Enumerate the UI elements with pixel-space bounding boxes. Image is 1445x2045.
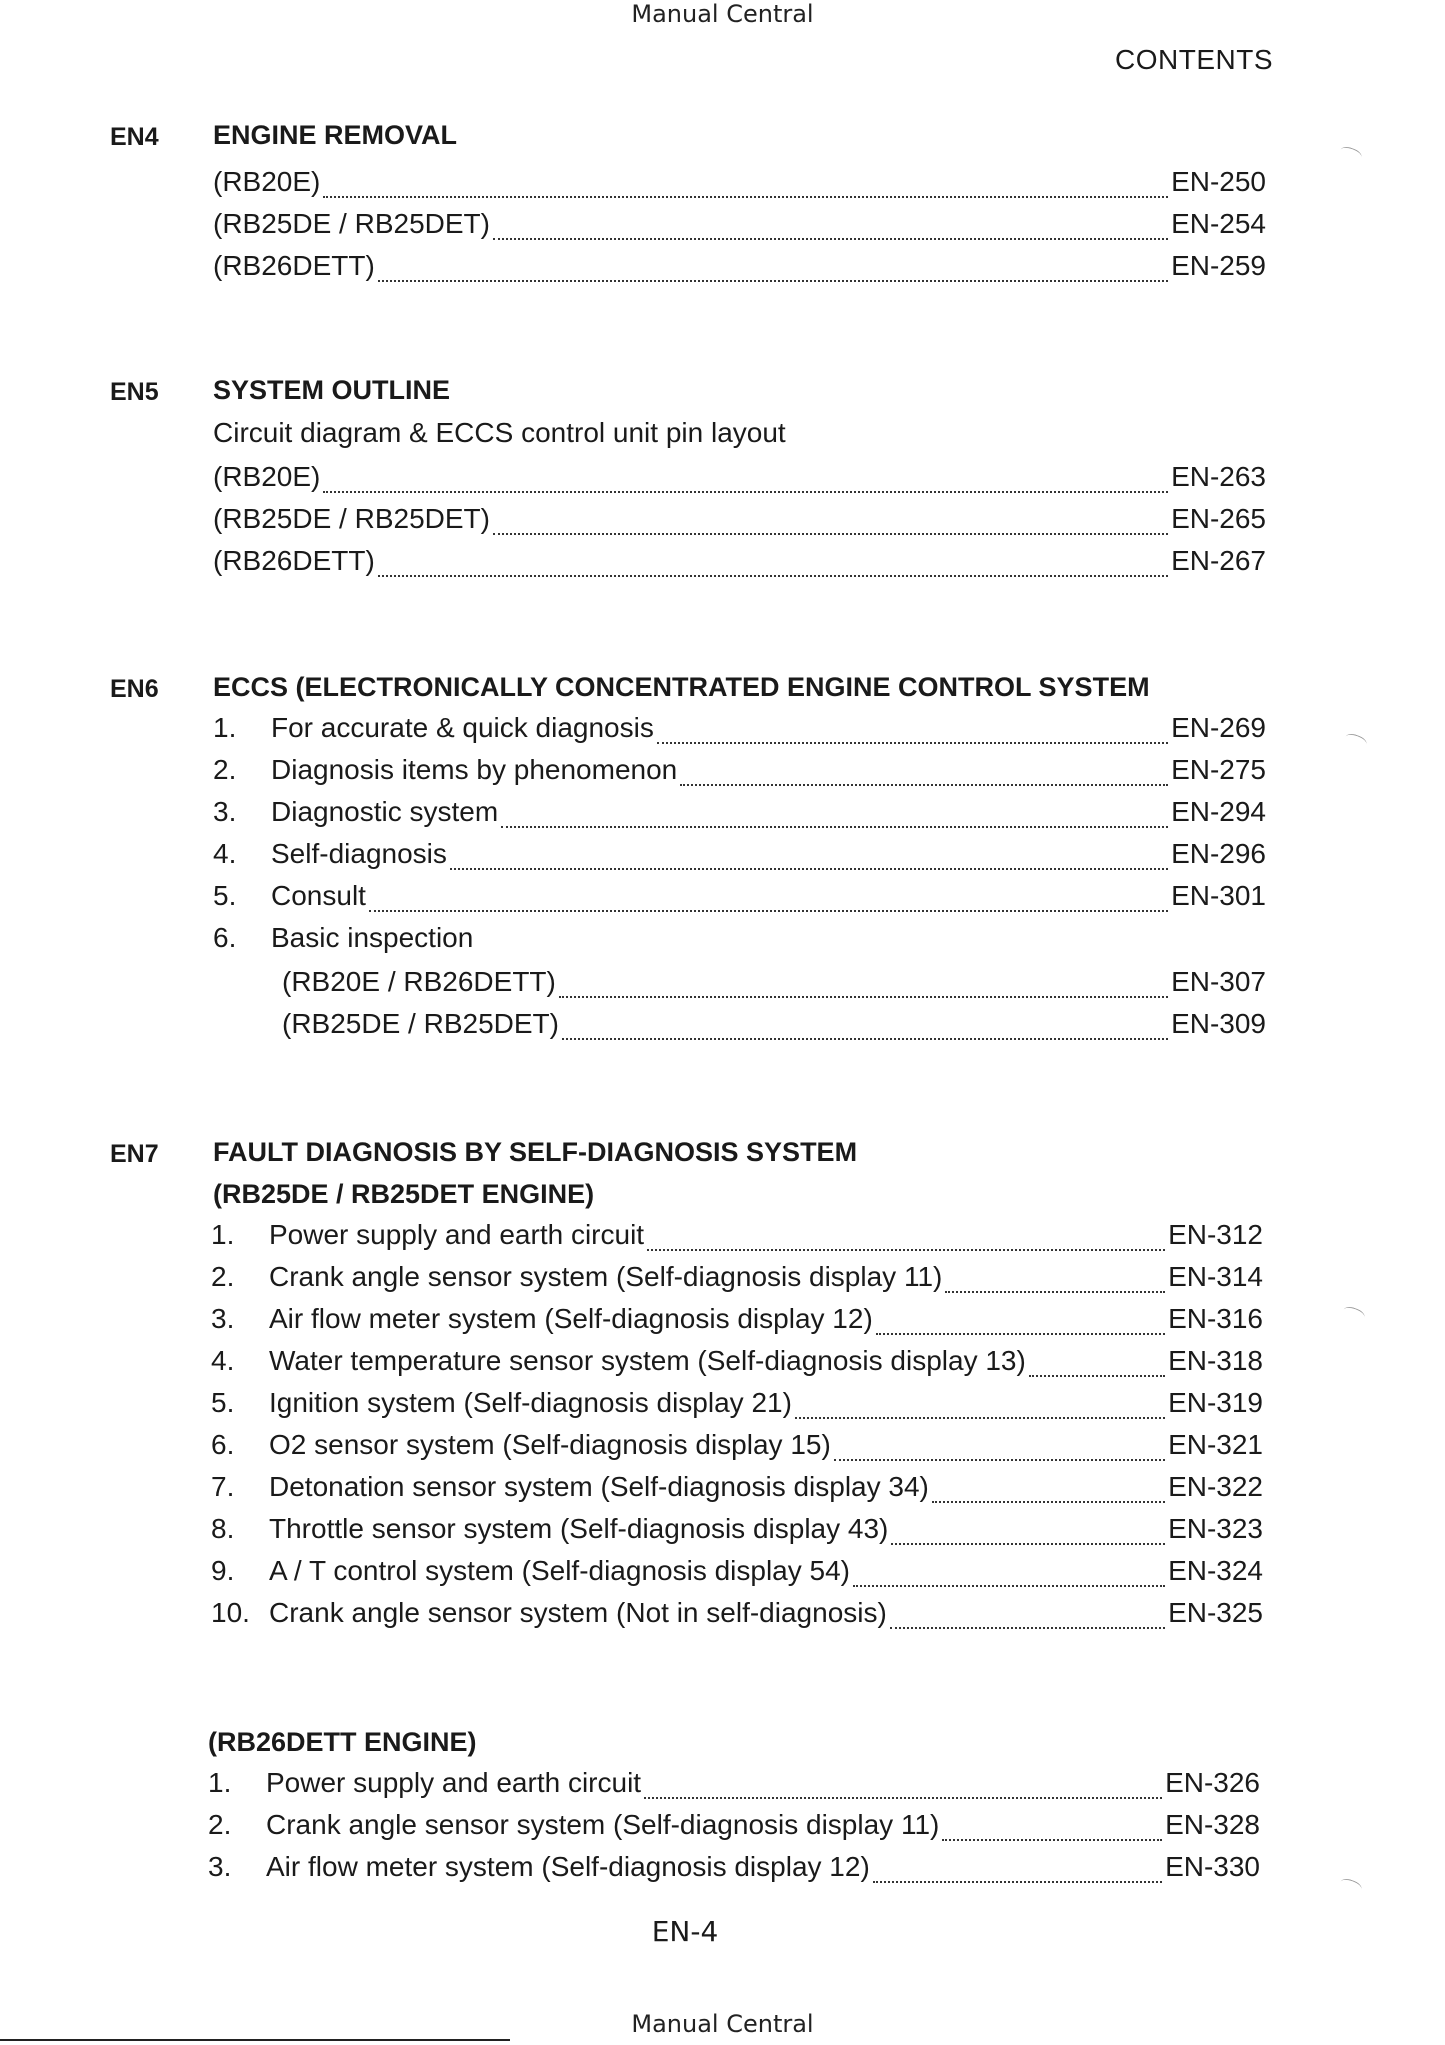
toc-entry[interactable]: [213, 880, 1266, 920]
toc-entry-page: EN-263: [1171, 461, 1266, 492]
toc-entry-page: EN-323: [1168, 1513, 1263, 1544]
toc-entry-number: 2.: [211, 1261, 235, 1292]
toc-entry-text: Basic inspection: [271, 922, 474, 953]
section-title: ENGINE REMOVAL: [213, 120, 458, 150]
toc-entry-number: 2.: [208, 1809, 232, 1840]
toc-entry-number: 7.: [211, 1471, 235, 1502]
toc-entry[interactable]: [211, 1219, 1263, 1259]
dot-leader: [378, 575, 1168, 577]
dot-leader: [323, 196, 1168, 198]
toc-entry-number: 1.: [213, 712, 237, 743]
dot-leader: [853, 1585, 1165, 1587]
section-title: ECCS (ELECTRONICALLY CONCENTRATED ENGINE CONTROL SYSTEM: [213, 672, 1150, 702]
toc-entry[interactable]: [213, 754, 1266, 794]
toc-entry[interactable]: [213, 796, 1266, 836]
toc-entry-text: Throttle sensor system (Self-diagnosis display 43): [269, 1513, 889, 1544]
toc-entry[interactable]: [211, 1597, 1263, 1637]
section-title: SYSTEM OUTLINE: [213, 375, 451, 405]
toc-entry-page: EN-328: [1165, 1809, 1260, 1840]
dot-leader: [493, 238, 1168, 240]
toc-entry[interactable]: [213, 503, 1266, 543]
scan-mark: [1339, 145, 1363, 163]
toc-entry-heading: [213, 922, 1266, 962]
toc-entry-page: EN-275: [1171, 754, 1266, 785]
toc-entry-text: (RB25DE / RB25DET): [213, 503, 490, 534]
toc-entry-page: EN-294: [1171, 796, 1266, 827]
toc-entry[interactable]: [211, 1261, 1263, 1301]
toc-entry-page: EN-254: [1171, 208, 1266, 239]
toc-entry-page: EN-330: [1165, 1851, 1260, 1882]
toc-entry-page: EN-314: [1168, 1261, 1263, 1292]
toc-entry-text: Detonation sensor system (Self-diagnosis display 34): [269, 1471, 929, 1502]
dot-leader: [680, 784, 1168, 786]
dot-leader: [945, 1291, 1165, 1293]
dot-leader: [890, 1627, 1165, 1629]
toc-entry[interactable]: [211, 1345, 1263, 1385]
subsection-title: (RB26DETT ENGINE): [208, 1727, 477, 1757]
toc-entry[interactable]: [282, 966, 1266, 1006]
toc-entry-number: 2.: [213, 754, 237, 785]
toc-entry-number: 4.: [213, 838, 237, 869]
toc-entry-page: EN-265: [1171, 503, 1266, 534]
toc-entry-page: EN-309: [1171, 1008, 1266, 1039]
dot-leader: [559, 996, 1168, 998]
toc-entry-page: EN-321: [1168, 1429, 1263, 1460]
toc-entry[interactable]: [211, 1471, 1263, 1511]
dot-leader: [942, 1839, 1162, 1841]
toc-entry-number: 8.: [211, 1513, 235, 1544]
dot-leader: [873, 1881, 1162, 1883]
toc-entry-text: Air flow meter system (Self-diagnosis display 12): [269, 1303, 873, 1334]
toc-entry-text: Crank angle sensor system (Self-diagnosis display 11): [269, 1261, 943, 1292]
toc-entry-number: 5.: [213, 880, 237, 911]
toc-entry-text: Diagnosis items by phenomenon: [271, 754, 678, 785]
toc-entry-text: O2 sensor system (Self-diagnosis display 15): [269, 1429, 831, 1460]
toc-entry-page: EN-259: [1171, 250, 1266, 281]
section-subtitle: (RB25DE / RB25DET ENGINE): [213, 1179, 595, 1209]
scan-mark: [1342, 1305, 1366, 1323]
dot-leader: [1029, 1375, 1165, 1377]
toc-entry-page: EN-296: [1171, 838, 1266, 869]
toc-entry-page: EN-319: [1168, 1387, 1263, 1418]
toc-entry-text: (RB25DE / RB25DET): [282, 1008, 559, 1039]
toc-entry[interactable]: [208, 1767, 1260, 1807]
toc-entry-page: EN-269: [1171, 712, 1266, 743]
toc-entry[interactable]: [213, 250, 1266, 290]
page-number: EN-4: [651, 1915, 719, 1948]
dot-leader: [891, 1543, 1165, 1545]
toc-entry-number: 3.: [211, 1303, 235, 1334]
section-subtitle: Circuit diagram & ECCS control unit pin layout: [213, 417, 786, 448]
dot-leader: [644, 1797, 1162, 1799]
dot-leader: [834, 1459, 1165, 1461]
toc-entry-text: Crank angle sensor system (Self-diagnosis display 11): [266, 1809, 940, 1840]
section-code: EN4: [110, 123, 159, 151]
toc-entry[interactable]: [213, 208, 1266, 248]
toc-entry-text: (RB26DETT): [213, 545, 375, 576]
toc-entry-page: EN-316: [1168, 1303, 1263, 1334]
toc-entry-number: 10.: [211, 1597, 250, 1628]
toc-entry-number: 1.: [208, 1767, 232, 1798]
contents-title: CONTENTS: [1115, 44, 1273, 75]
toc-entry-text: (RB20E): [213, 166, 321, 197]
toc-entry-text: Power supply and earth circuit: [269, 1219, 645, 1250]
toc-entry-number: 3.: [208, 1851, 232, 1882]
section-code: EN7: [110, 1140, 159, 1168]
toc-entry[interactable]: [208, 1809, 1260, 1849]
toc-entry-text: A / T control system (Self-diagnosis display 54): [269, 1555, 850, 1586]
toc-entry-number: 5.: [211, 1387, 235, 1418]
dot-leader: [562, 1038, 1168, 1040]
dot-leader: [657, 742, 1168, 744]
toc-entry[interactable]: [211, 1387, 1263, 1427]
section-code: EN5: [110, 378, 159, 406]
toc-entry-text: Air flow meter system (Self-diagnosis display 12): [266, 1851, 870, 1882]
toc-entry-number: 6.: [211, 1429, 235, 1460]
section-code: EN6: [110, 675, 159, 703]
toc-entry-text: Power supply and earth circuit: [266, 1767, 642, 1798]
toc-entry-text: (RB25DE / RB25DET): [213, 208, 490, 239]
toc-entry-page: EN-267: [1171, 545, 1266, 576]
toc-entry-text: (RB26DETT): [213, 250, 375, 281]
toc-entry-number: 1.: [211, 1219, 235, 1250]
toc-entry[interactable]: [213, 838, 1266, 878]
dot-leader: [795, 1417, 1165, 1419]
watermark-top: Manual Central: [631, 0, 814, 28]
toc-entry-number: 4.: [211, 1345, 235, 1376]
toc-entry-text: Consult: [271, 880, 366, 911]
dot-leader: [450, 868, 1168, 870]
toc-entry[interactable]: [213, 545, 1266, 585]
toc-entry-page: EN-324: [1168, 1555, 1263, 1586]
dot-leader: [647, 1249, 1165, 1251]
toc-entry-page: EN-307: [1171, 966, 1266, 997]
toc-entry[interactable]: [211, 1429, 1263, 1469]
toc-entry[interactable]: [213, 712, 1266, 752]
toc-entry-number: 3.: [213, 796, 237, 827]
dot-leader: [493, 533, 1168, 535]
toc-entry[interactable]: [211, 1303, 1263, 1343]
toc-entry[interactable]: [211, 1513, 1263, 1553]
section-title: FAULT DIAGNOSIS BY SELF-DIAGNOSIS SYSTEM: [213, 1137, 858, 1167]
dot-leader: [378, 280, 1168, 282]
watermark-bottom: Manual Central: [631, 2010, 814, 2038]
bottom-rule: [0, 2039, 510, 2041]
toc-entry-text: Crank angle sensor system (Not in self-diagnosis): [269, 1597, 887, 1628]
toc-entry-page: EN-325: [1168, 1597, 1263, 1628]
toc-entry-number: 9.: [211, 1555, 235, 1586]
dot-leader: [876, 1333, 1165, 1335]
toc-entry-text: Water temperature sensor system (Self-diagnosis display 13): [269, 1345, 1026, 1376]
toc-entry[interactable]: [213, 166, 1266, 206]
toc-entry-page: EN-301: [1171, 880, 1266, 911]
toc-entry-page: EN-318: [1168, 1345, 1263, 1376]
dot-leader: [932, 1501, 1165, 1503]
dot-leader: [369, 910, 1168, 912]
toc-entry-page: EN-326: [1165, 1767, 1260, 1798]
dot-leader: [501, 826, 1168, 828]
toc-entry-page: EN-250: [1171, 166, 1266, 197]
scan-mark: [1344, 732, 1368, 750]
toc-entry[interactable]: [282, 1008, 1266, 1048]
toc-entry[interactable]: [213, 461, 1266, 501]
toc-entry-text: For accurate & quick diagnosis: [271, 712, 654, 743]
toc-entry[interactable]: [211, 1555, 1263, 1595]
toc-entry-text: Diagnostic system: [271, 796, 499, 827]
toc-entry-number: 6.: [213, 922, 237, 953]
toc-entry-page: EN-322: [1168, 1471, 1263, 1502]
scan-mark: [1339, 1877, 1363, 1895]
toc-entry-text: (RB20E / RB26DETT): [282, 966, 556, 997]
toc-entry-text: (RB20E): [213, 461, 321, 492]
toc-entry-text: Ignition system (Self-diagnosis display 21): [269, 1387, 792, 1418]
toc-entry-text: Self-diagnosis: [271, 838, 447, 869]
dot-leader: [323, 491, 1168, 493]
toc-entry-page: EN-312: [1168, 1219, 1263, 1250]
toc-entry[interactable]: [208, 1851, 1260, 1891]
